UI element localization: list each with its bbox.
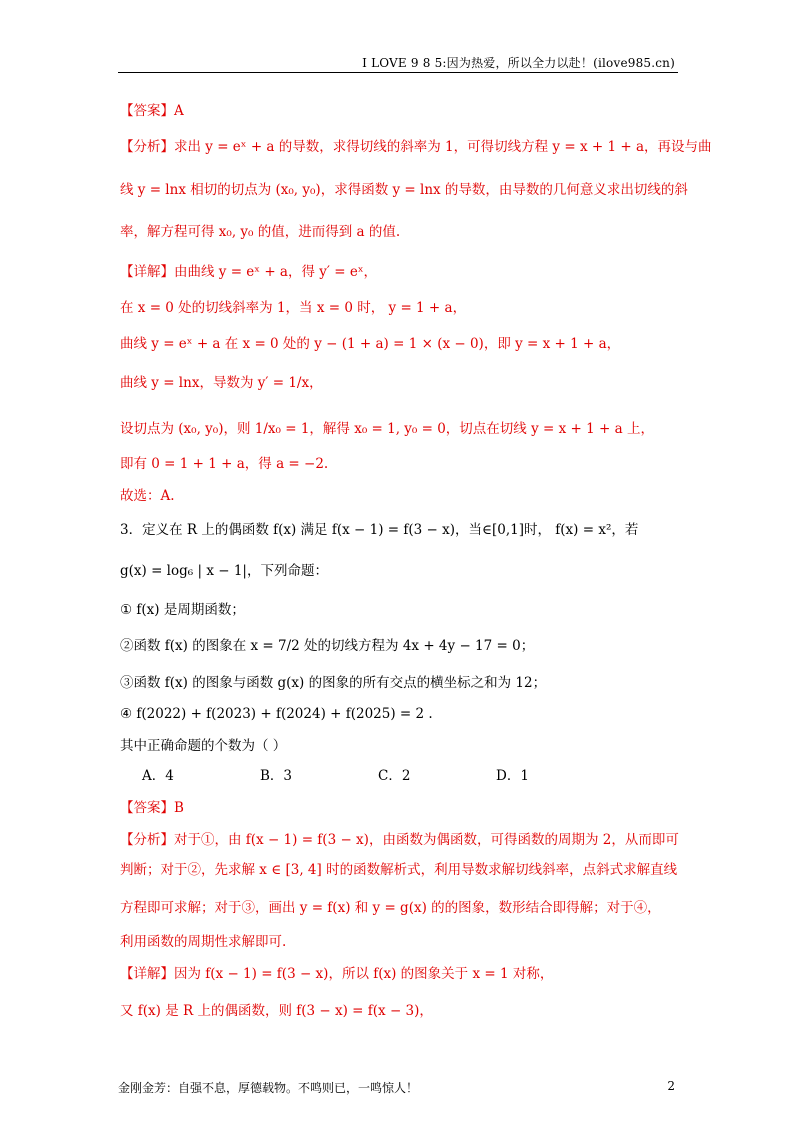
option-4: D．1 — [496, 768, 529, 784]
text-line: 方程即可求解；对于③，画出 y = f(x) 和 y = g(x) 的的图象，数形结合即得解；对于④， — [120, 900, 661, 916]
page-number: 2 — [667, 1079, 675, 1093]
text-line: 率，解方程可得 x₀, y₀ 的值，进而得到 a 的值. — [120, 224, 401, 240]
page-header: I LOVE 9 8 5:因为热爱，所以全力以赴！(ilove985.cn) — [362, 56, 675, 70]
text-line: ②函数 f(x) 的图象在 x = 7/2 处的切线方程为 4x + 4y − 17 = 0； — [120, 638, 535, 654]
text-line: 【分析】求出 y = eˣ + a 的导数，求得切线的斜率为 1，可得切线方程 y = x + 1 + a，再设与曲 — [120, 139, 712, 155]
text-line: 【详解】由曲线 y = eˣ + a，得 y′ = eˣ， — [120, 264, 378, 280]
option-3: C．2 — [378, 768, 411, 784]
text-line: 判断；对于②，先求解 x ∈ [3, 4] 时的函数解析式，利用导数求解切线斜率，点斜式求解直线 — [120, 862, 678, 878]
text-line: 【答案】B — [120, 800, 184, 816]
text-line: 曲线 y = lnx，导数为 y′ = 1/x， — [120, 375, 323, 391]
footer-motto: 金刚金芳：自强不息，厚德载物。不鸣则已，一鸣惊人！ — [118, 1081, 419, 1095]
text-line: 即有 0 = 1 + 1 + a，得 a = −2. — [120, 456, 329, 472]
text-line: 3．定义在 R 上的偶函数 f(x) 满足 f(x − 1) = f(3 − x)，当∈[0,1]时， f(x) = x²，若 — [120, 522, 639, 538]
text-line: 线 y = lnx 相切的切点为 (x₀, y₀)，求得函数 y = lnx 的导数，由导数的几何意义求出切线的斜 — [120, 182, 688, 198]
text-line: 【详解】因为 f(x − 1) = f(3 − x)，所以 f(x) 的图象关于 x = 1 对称， — [120, 966, 554, 982]
text-line: 故选：A. — [120, 488, 175, 504]
text-line: ③函数 f(x) 的图象与函数 g(x) 的图象的所有交点的横坐标之和为 12； — [120, 675, 547, 691]
text-line: 在 x = 0 处的切线斜率为 1，当 x = 0 时， y = 1 + a， — [120, 300, 467, 316]
text-line: 其中正确命题的个数为（ ） — [120, 738, 287, 754]
text-line: ① f(x) 是周期函数； — [120, 602, 245, 618]
answer-options — [142, 770, 614, 784]
option-1: A．4 — [142, 768, 174, 784]
text-line: 【答案】A — [120, 103, 184, 119]
text-line: 利用函数的周期性求解即可. — [120, 934, 287, 950]
text-line: 又 f(x) 是 R 上的偶函数，则 f(3 − x) = f(x − 3)， — [120, 1003, 433, 1019]
text-line: 设切点为 (x₀, y₀)，则 1/x₀ = 1，解得 x₀ = 1, y₀ = 0，切点在切线 y = x + 1 + a 上， — [120, 421, 654, 437]
text-line: 【分析】对于①，由 f(x − 1) = f(3 − x)，由函数为偶函数，可得函数的周期为 2，从而即可 — [120, 832, 679, 848]
header-rule — [118, 72, 678, 73]
option-2: B．3 — [260, 768, 293, 784]
text-line: ④ f(2022) + f(2023) + f(2024) + f(2025) = 2 . — [120, 706, 433, 722]
text-line: g(x) = log₆ | x − 1|，下列命题： — [120, 563, 328, 579]
text-line: 曲线 y = eˣ + a 在 x = 0 处的 y − (1 + a) = 1 × (x − 0)，即 y = x + 1 + a， — [120, 336, 621, 352]
